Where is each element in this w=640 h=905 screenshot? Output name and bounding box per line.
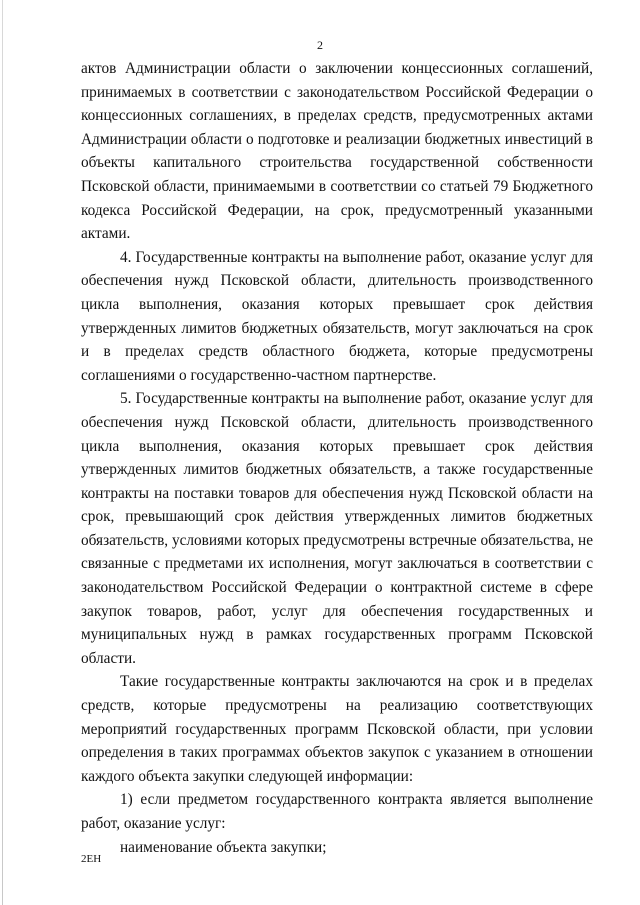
document-body — [81, 57, 593, 859]
paragraph-contract-terms: Такие государственные контракты заключаются на срок и в пределах средств, которые предусмотрены на реализацию соответствующих мероприятий государственных программ Псковской области, при условии определения в таких программах объектов закупок с указанием в отношении каждого объекта закупки следующей информации: — [81, 673, 593, 785]
paragraph-procurement-name: наименование объекта закупки; — [120, 838, 327, 856]
footer-code: 2ЕН — [81, 853, 102, 865]
paragraph-item-5: 5. Государственные контракты на выполнение работ, оказание услуг для обеспечения нужд Псковской области, длительность производственного цикла выполнения, оказания которых превышает срок действия утвержденных лимитов бюджетных обязательств, а также государственные контракты на поставки товаров для обеспечения нужд Псковской области на срок, превышающий срок действия утвержденных лимитов бюджетных обязательств, условиями которых предусмотрены встречные обязательства, не связанные с предметами их исполнения, могут заключаться в соответствии с законодательством Российской Федерации о контрактной системе в сфере закупок товаров, работ, услуг для обеспечения государственных и муниципальных нужд в рамках государственных программ Псковской области. — [81, 390, 593, 667]
paragraph-concession-acts: актов Администрации области о заключении концессионных соглашений, принимаемых в соответствии с законодательством Российской Федерации о концессионных соглашениях, в пределах средств, предусмотренных актами Администрации области о подготовке и реализации бюджетных инвестиций в объекты капитального строительства государственной собственности Псковской области, принимаемыми в соответствии со статьей 79 Бюджетного кодекса Российской Федерации, на срок, предусмотренный указанными актами. — [81, 60, 593, 243]
paragraph-item-4: 4. Государственные контракты на выполнение работ, оказание услуг для обеспечения нужд Псковской области, длительность производственного цикла выполнения, оказания которых превышает срок действия утвержденных лимитов бюджетных обязательств, могут заключаться на срок и в пределах средств областного бюджета, которые предусмотрены соглашениями о государственно-частном партнерстве. — [81, 248, 593, 384]
page-number: 2 — [317, 38, 323, 52]
paragraph-subitem-1: 1) если предметом государственного контракта является выполнение работ, оказание услуг: — [81, 791, 593, 832]
page-edge — [2, 0, 3, 905]
